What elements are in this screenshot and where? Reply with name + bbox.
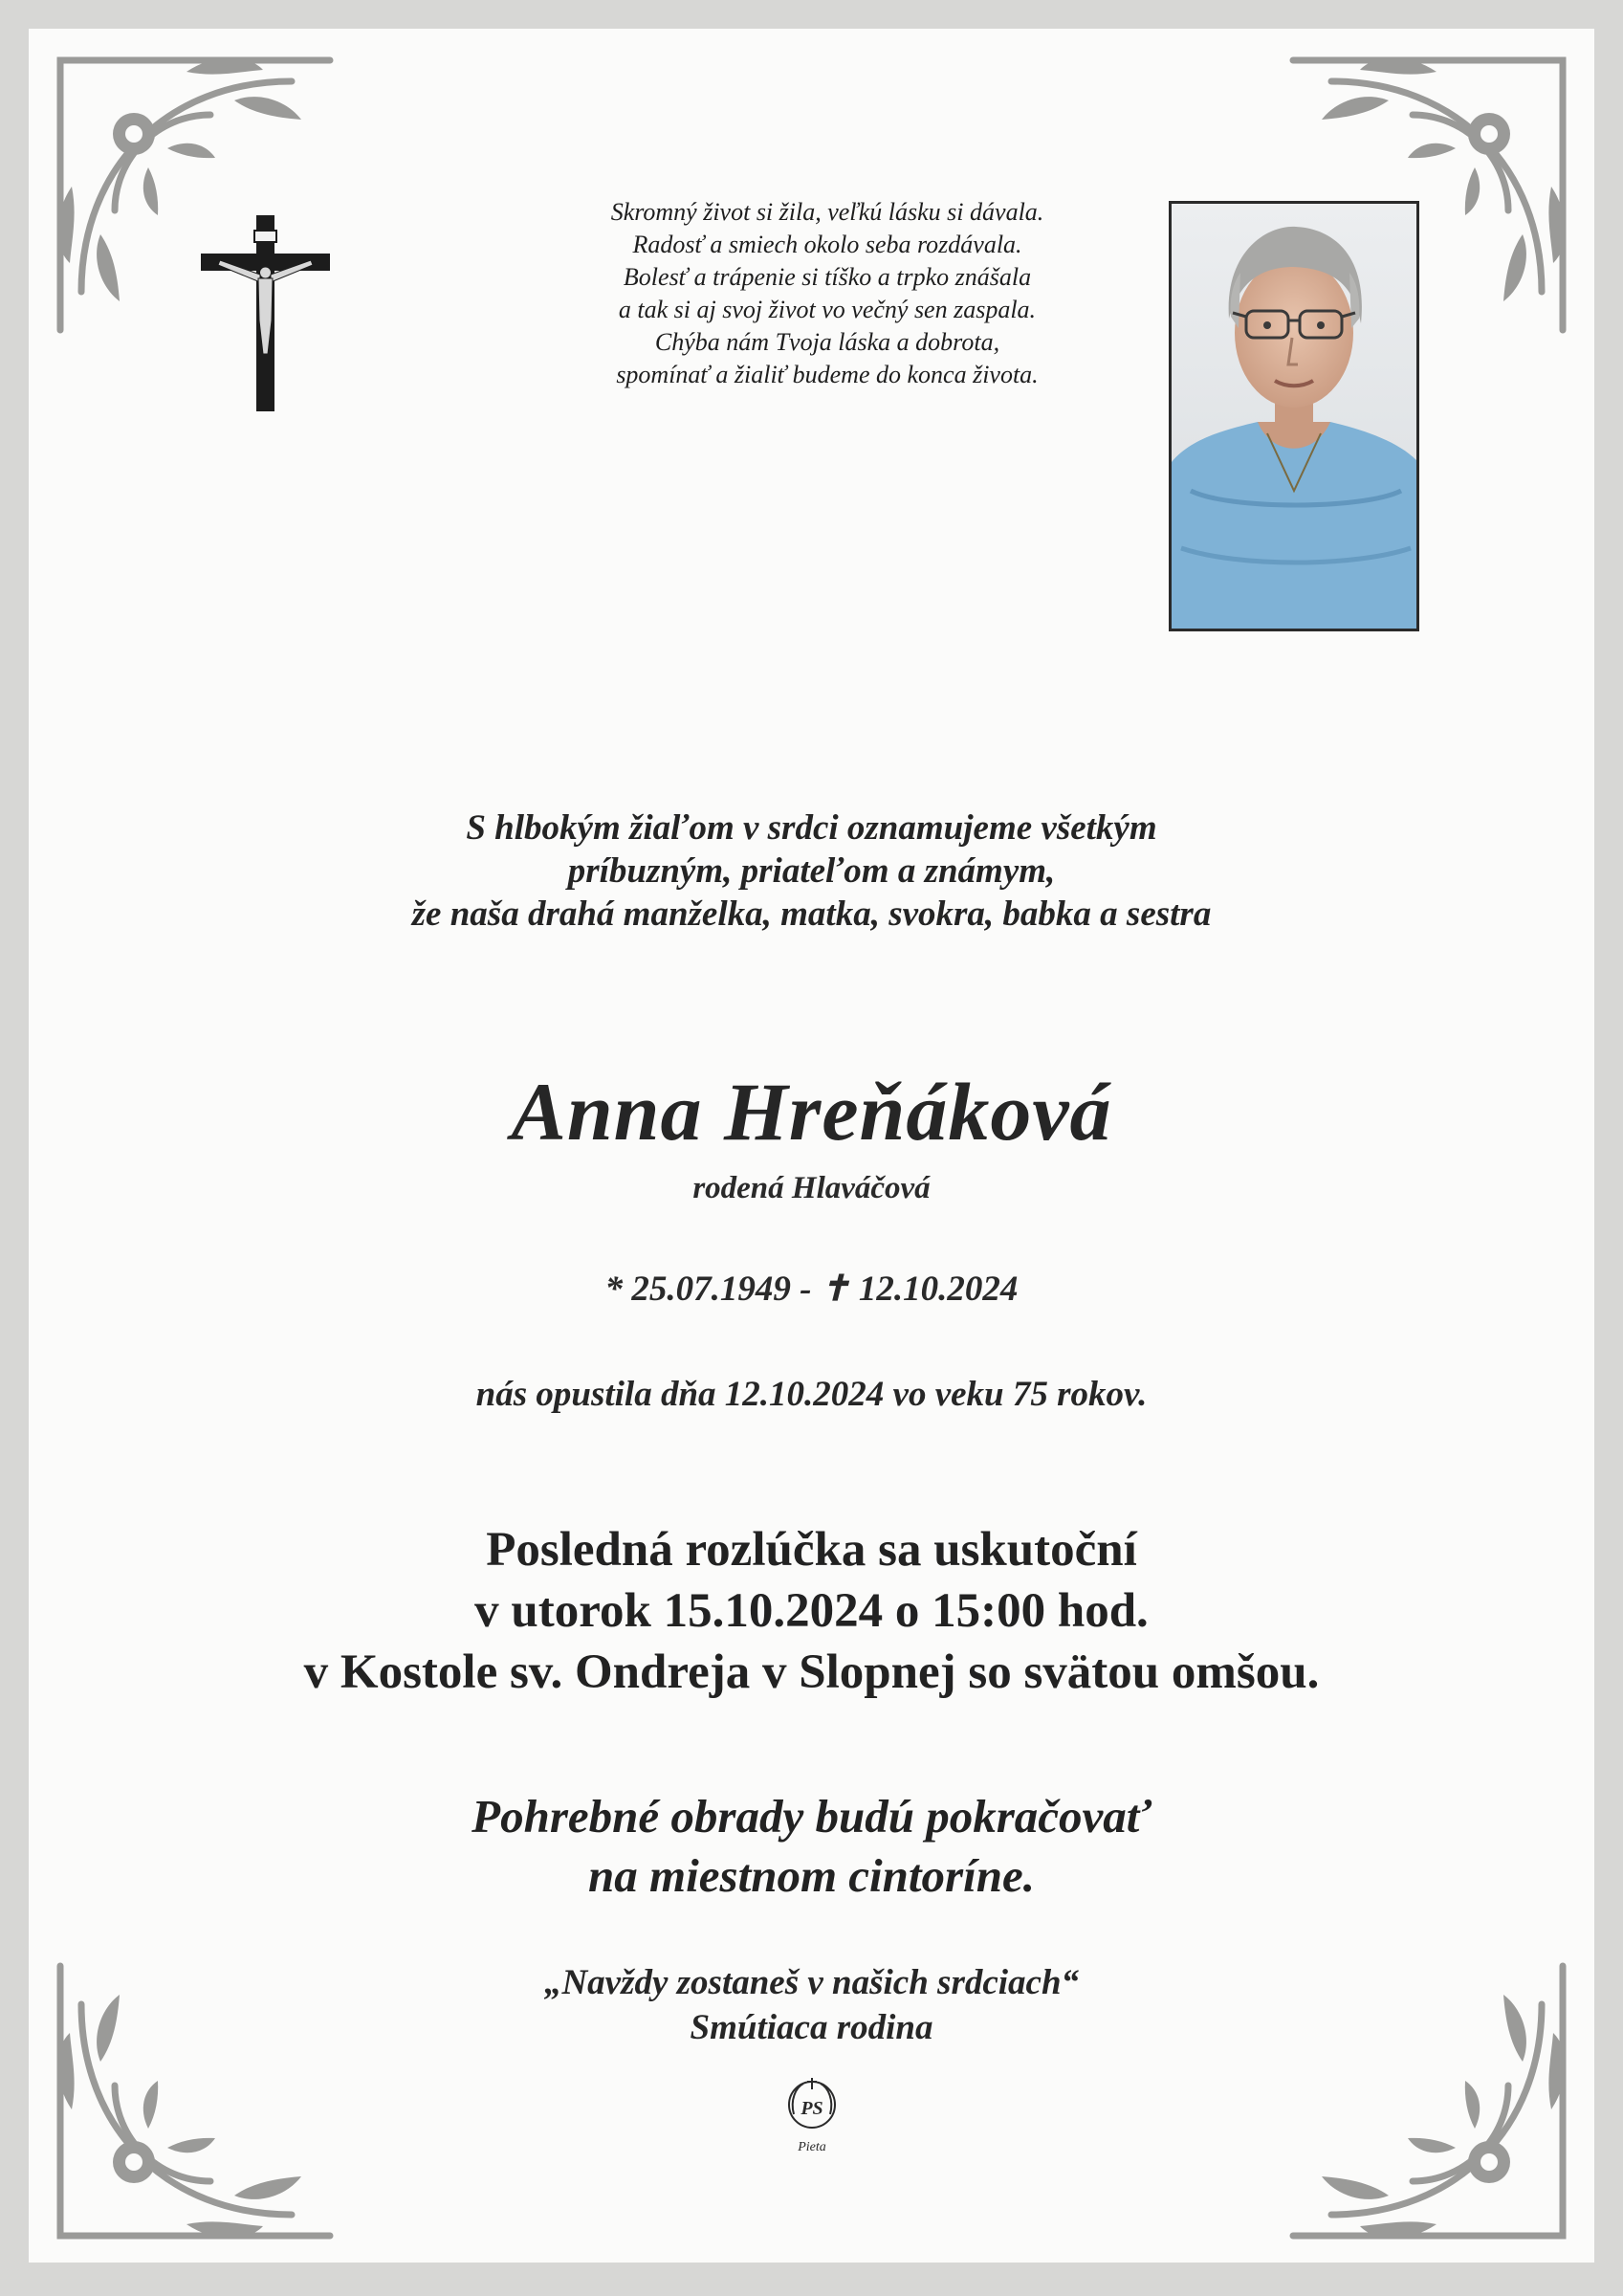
deceased-name: Anna Hreňáková <box>511 1066 1112 1158</box>
poem-line: a tak si aj svoj život vo večný sen zaspala. <box>618 296 1037 323</box>
funeral-line: na miestnom cintoríne. <box>588 1849 1035 1902</box>
poem-line: Chýba nám Tvoja láska a dobrota, <box>654 328 1000 356</box>
funeral-details <box>0 1787 1623 1906</box>
farewell-line: Posledná rozlúčka sa uskutoční <box>486 1523 1137 1577</box>
closing-quote: „Navždy zostaneš v našich srdciach“ <box>543 1963 1080 2002</box>
logo-brand: Pieta <box>798 2140 826 2154</box>
funeral-line: Pohrebné obrady budú pokračovať <box>472 1790 1151 1843</box>
poem-line: spomínať a žialiť budeme do konca života. <box>616 361 1039 388</box>
farewell-details <box>0 1519 1623 1703</box>
announcement-text <box>0 806 1623 936</box>
logo-initials: PS <box>801 2098 823 2119</box>
poem-line: Radosť a smiech okolo seba rozdávala. <box>632 231 1022 258</box>
poem-line: Skromný život si žila, veľkú lásku si dávala. <box>610 198 1044 226</box>
portrait-photo <box>1169 201 1419 631</box>
memorial-poem <box>478 196 1176 391</box>
farewell-line: v Kostole sv. Ondreja v Slopnej so svätou omšou. <box>303 1645 1320 1699</box>
announcement-line: že naša drahá manželka, matka, svokra, babka a sestra <box>411 894 1212 934</box>
family-signature: Smútiaca rodina <box>690 2008 933 2047</box>
poem-line: Bolesť a trápenie si tíško a trpko znášala <box>623 263 1032 291</box>
crucifix-icon <box>201 215 330 411</box>
passed-away-text: nás opustila dňa 12.10.2024 vo veku 75 rokov. <box>475 1375 1148 1414</box>
farewell-line: v utorok 15.10.2024 o 15:00 hod. <box>474 1584 1149 1638</box>
announcement-line: príbuzným, priateľom a známym, <box>567 851 1056 891</box>
maiden-name: rodená Hlaváčová <box>692 1171 931 1205</box>
life-dates: * 25.07.1949 - ✝ 12.10.2024 <box>604 1269 1019 1309</box>
pieta-logo-icon <box>782 2076 842 2156</box>
announcement-line: S hlbokým žiaľom v srdci oznamujeme všetkým <box>466 808 1157 848</box>
portrait-image <box>1172 204 1416 629</box>
